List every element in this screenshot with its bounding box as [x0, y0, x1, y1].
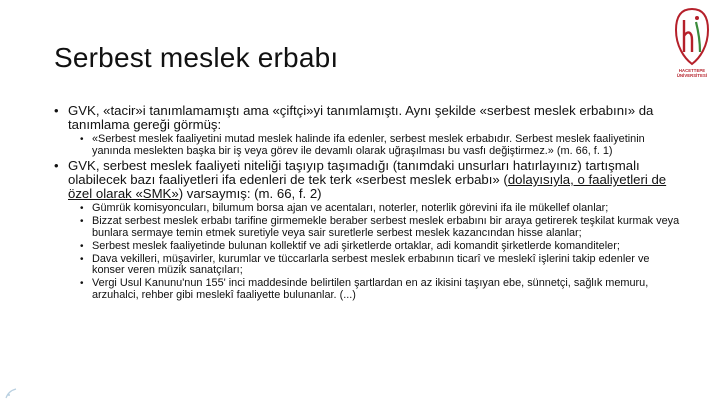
sub-bullet-item: • Dava vekilleri, müşavirler, kurumlar ve tüccarlarla serbest meslek erbabının ticarî ve meslekî işlerini takip edenler ve konser veren müzik sanatçıları; — [80, 254, 684, 277]
bullet-text-underlined: dolayısıyla, o faaliyetleri de özel olarak «SMK» — [68, 172, 667, 201]
bullet-item — [54, 104, 684, 157]
bullet-text-part1: GVK, serbest meslek faaliyeti niteliği taşıyıp taşımadığı (tanımdaki unsurları hatırlayınız) tartışmalı olabilecek bazı faaliyetleri ifa edenleri de tek terk «serbest meslek erbabı» ( — [68, 158, 640, 187]
sub-bullet-list — [80, 134, 684, 157]
sub-bullet-item: • Bizzat serbest meslek erbabı tarifine girmemekle beraber serbest meslek erbabını bir araya getirerek teşkilat kurmak veya bunlara sermaye temin etmek suretiyle veya sair suretlerle serbest meslek kazancından hisse alanlar; — [80, 216, 684, 239]
corner-decoration-icon — [4, 386, 18, 400]
bullet-text-part2: ) varsaymış: (m. 66, f. 2) — [178, 186, 322, 201]
university-logo — [670, 6, 714, 80]
sub-bullet-item: • «Serbest meslek faaliyetini mutad meslek halinde ifa edenler, serbest meslek erbabıdır. Serbest meslek faaliyetinin yanında meslekten başka bir iş veya görev ile devamlı olarak uğraşılması bu vasfı değiştirmez.» (m. 66, f. 1) — [80, 134, 684, 157]
slide-title: Serbest meslek erbabı — [54, 42, 339, 73]
logo-emblem-icon — [670, 6, 714, 68]
bullet-item — [54, 159, 684, 301]
bullet-list — [54, 104, 684, 301]
logo-text-bottom: ÜNİVERSİTESİ — [676, 73, 708, 78]
sub-bullet-item: • Vergi Usul Kanunu'nun 155' inci maddesinde belirtilen şartlardan en az ikisini taşıyan ebe, sünnetçi, sağlık memuru, arzuhalci, rehber gibi meslekî faaliyette bulunanlar. (...) — [80, 278, 684, 301]
slide-body — [54, 104, 684, 303]
bullet-text: GVK, «tacir»i tanımlamamıştı ama «çiftçi»yi tanımlamıştı. Aynı şekilde «serbest meslek erbabını» da tanımlama gereği görmüş: — [68, 103, 654, 132]
logo-text-top: HACETTEPE — [678, 68, 706, 73]
sub-bullet-item: • Gümrük komisyoncuları, bilumum borsa ajan ve acentaları, noterler, noterlik görevini ifa ile mükellef olanlar; — [80, 203, 684, 215]
sub-bullet-list — [80, 203, 684, 301]
sub-bullet-item: • Serbest meslek faaliyetinde bulunan kollektif ve adi şirketlerde ortaklar, adi komandit şirketlerde komanditeler; — [80, 241, 684, 253]
